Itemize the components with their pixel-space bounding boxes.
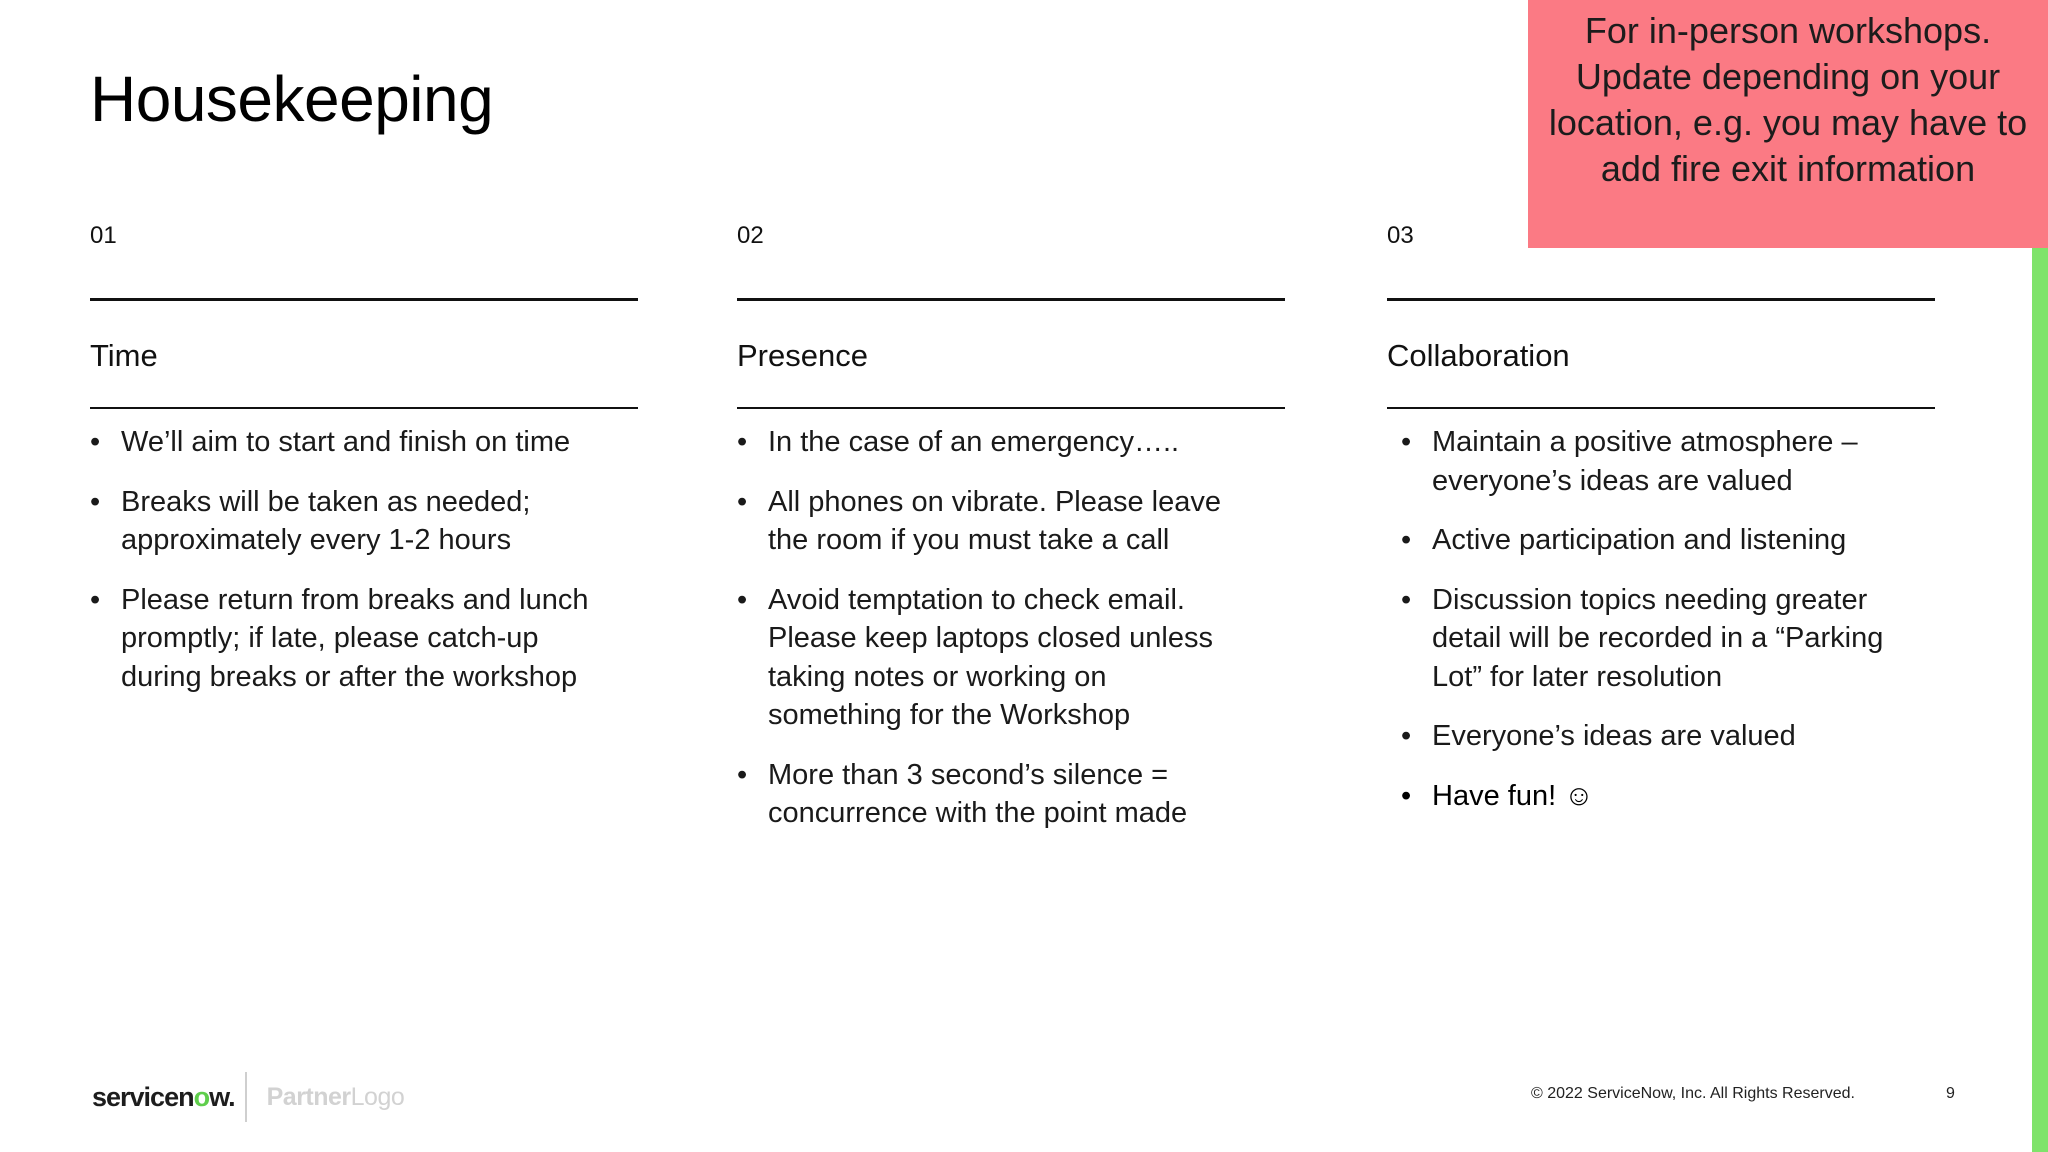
bullet-text: In the case of an emergency….. (768, 426, 1180, 458)
accent-bar (2032, 248, 2048, 1152)
column-heading: Presence (737, 338, 868, 373)
servicenow-logo: servicenow. (92, 1081, 235, 1112)
bullet-text: Avoid temptation to check email. Please keep laptops closed unless taking notes or working on something for the Workshop (768, 583, 1213, 731)
bullet-item (1401, 423, 1901, 500)
bullet-text: All phones on vibrate. Please leave the room if you must take a call (768, 485, 1222, 556)
bullet-text: Maintain a positive atmosphere – everyone’s ideas are valued (1432, 426, 1858, 497)
bullet-dot: • (737, 758, 748, 791)
bullet-text: Discussion topics needing greater detail will be recorded in a “Parking Lot” for later resolution (1432, 583, 1884, 693)
bullet-item (1401, 521, 1901, 560)
logo-divider (245, 1072, 247, 1122)
bullet-item (90, 483, 590, 560)
bullet-item (737, 756, 1237, 833)
bullet-item (1401, 717, 1901, 756)
bullet-dot: • (1401, 426, 1412, 458)
bullet-dot: • (1401, 524, 1412, 556)
bullet-list (737, 409, 1237, 833)
bullet-item (737, 483, 1237, 560)
bullet-text: Please return from breaks and lunch promptly; if late, please catch-up during breaks or after the workshop (121, 583, 589, 693)
bullet-dot: • (737, 485, 748, 518)
bullet-list (1387, 409, 1901, 815)
column-collaboration (1387, 218, 1935, 836)
bullet-item (737, 581, 1237, 735)
bullet-text: Active participation and listening (1432, 524, 1847, 556)
bullet-item (1401, 581, 1901, 697)
bullet-dot: • (737, 583, 748, 616)
bullet-text: Everyone’s ideas are valued (1432, 720, 1796, 752)
page-number: 9 (1946, 1085, 1955, 1102)
bullet-text: Breaks will be taken as needed; approximately every 1-2 hours (121, 485, 531, 556)
bullet-dot: • (90, 426, 101, 458)
column-number: 03 (1387, 222, 1414, 249)
column-number: 02 (737, 222, 764, 249)
slide-title: Housekeeping (90, 63, 494, 135)
partner-logo: PartnerLogo (266, 1082, 405, 1111)
column-presence (737, 218, 1285, 854)
bullet-item (90, 581, 590, 697)
bullet-item (1401, 777, 1901, 816)
bullet-dot: • (737, 426, 748, 458)
bullet-dot: • (90, 583, 101, 616)
column-time (90, 218, 638, 717)
bullet-text: Have fun! ☺ (1432, 779, 1594, 812)
bullet-item (90, 423, 590, 462)
speaker-note-text: For in-person workshops. Update depending on your location, e.g. you may have to add fire exit information (1548, 10, 2028, 189)
bullet-dot: • (1401, 779, 1412, 812)
bullet-text: We’ll aim to start and finish on time (121, 426, 571, 458)
column-heading: Collaboration (1387, 338, 1570, 373)
bullet-dot: • (1401, 583, 1412, 616)
bullet-dot: • (90, 485, 101, 518)
column-heading: Time (90, 338, 158, 373)
footer-logos (92, 1072, 404, 1122)
bullet-dot: • (1401, 720, 1412, 752)
bullet-text: More than 3 second’s silence = concurrence with the point made (768, 758, 1188, 829)
bullet-item (737, 423, 1237, 462)
speaker-note-box (1528, 0, 2048, 248)
copyright-text: © 2022 ServiceNow, Inc. All Rights Reserved. (1531, 1085, 1855, 1102)
column-number: 01 (90, 222, 117, 249)
bullet-list (90, 409, 590, 696)
